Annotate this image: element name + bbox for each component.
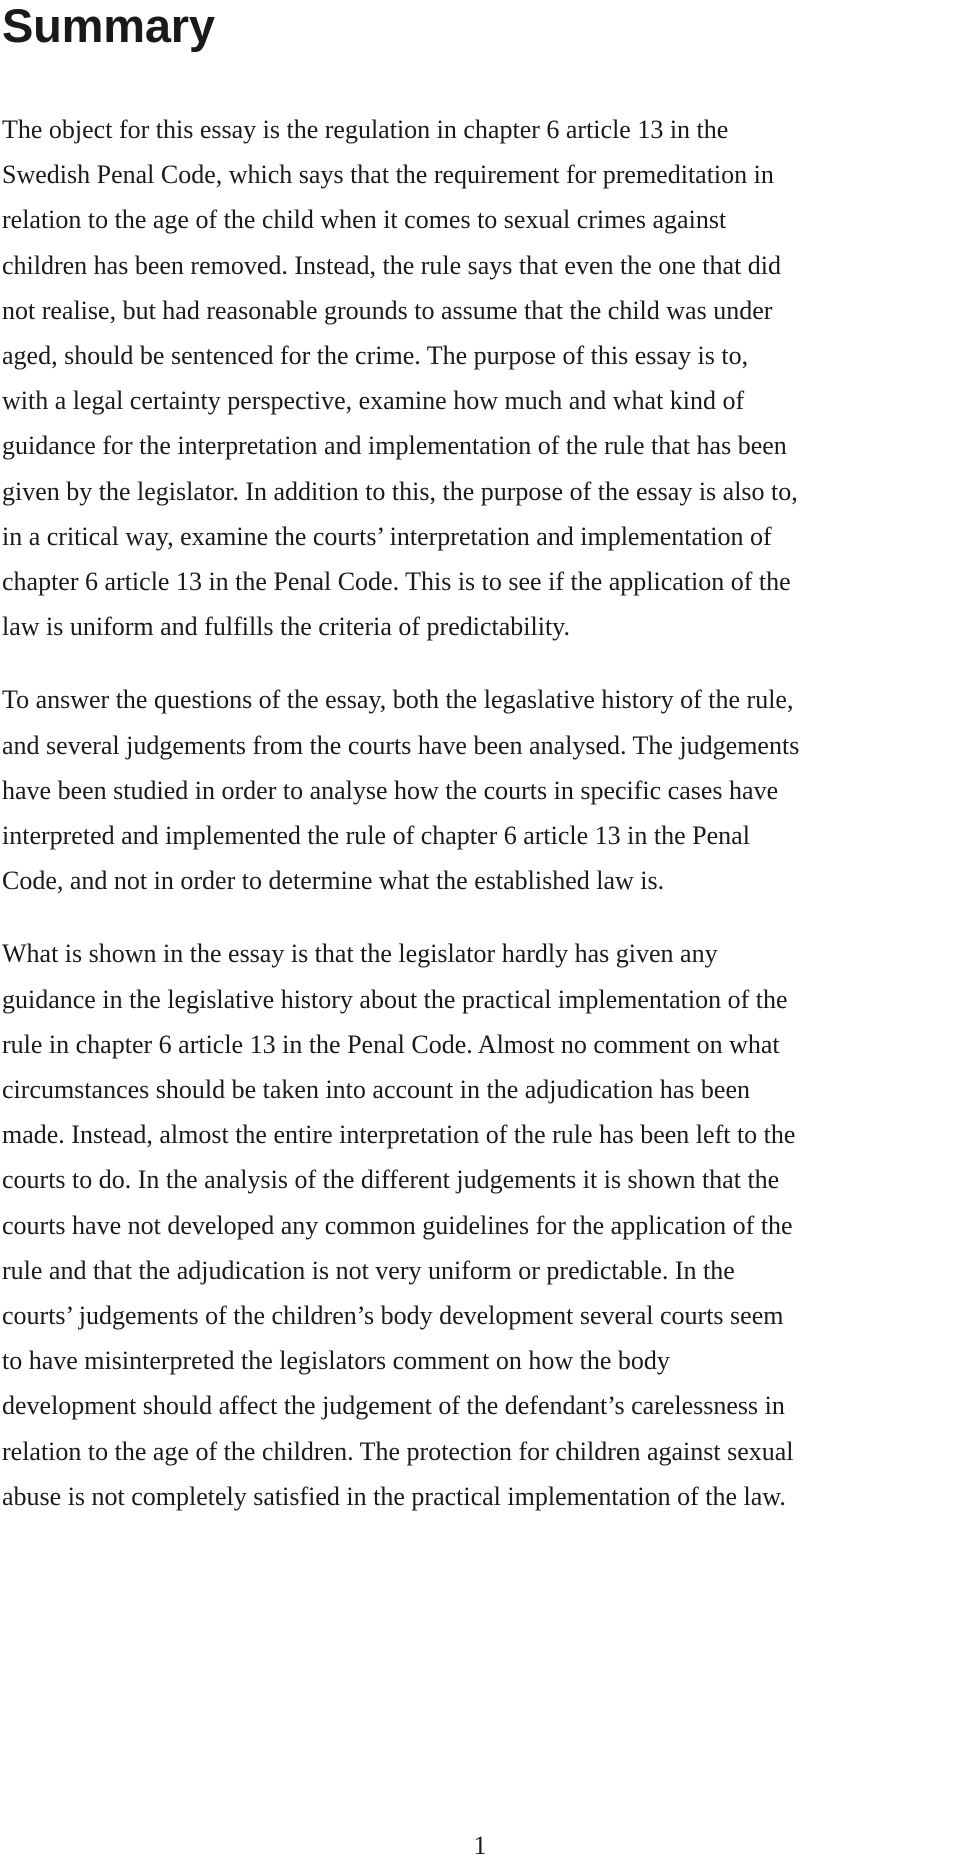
- paragraph-1: [2, 107, 958, 649]
- text-line: rule in chapter 6 article 13 in the Penal Code. Almost no comment on what: [2, 1029, 780, 1059]
- summary-body: [2, 107, 958, 1519]
- text-line: Code, and not in order to determine what the established law is.: [2, 866, 665, 896]
- page-number: 1: [473, 1831, 487, 1860]
- text-line: rule and that the adjudication is not very uniform or predictable. In the: [2, 1255, 735, 1285]
- text-line: The object for this essay is the regulation in chapter 6 article 13 in the: [2, 115, 729, 144]
- paragraph-3: [2, 931, 958, 1519]
- text-line: in a critical way, examine the courts’ interpretation and implementation of: [2, 521, 772, 551]
- text-line: courts’ judgements of the children’s body development several courts seem: [2, 1301, 784, 1331]
- text-line: To answer the questions of the essay, both the legaslative history of the rule,: [2, 685, 794, 715]
- text-line: law is uniform and fulfills the criteria of predictability.: [2, 612, 570, 642]
- text-line: to have misinterpreted the legislators comment on how the body: [2, 1346, 670, 1376]
- text-line: not realise, but had reasonable grounds to assume that the child was under: [2, 295, 773, 325]
- text-line: courts have not developed any common guidelines for the application of the: [2, 1210, 793, 1240]
- text-line: courts to do. In the analysis of the different judgements it is shown that the: [2, 1165, 780, 1195]
- text-line: children has been removed. Instead, the rule says that even the one that did: [2, 250, 782, 280]
- text-line: Swedish Penal Code, which says that the requirement for premeditation in: [2, 160, 774, 190]
- page-title: Summary: [2, 0, 215, 52]
- text-line: guidance for the interpretation and implementation of the rule that has been: [2, 431, 787, 461]
- text-line: interpreted and implemented the rule of chapter 6 article 13 in the Penal: [2, 821, 750, 851]
- text-line: What is shown in the essay is that the legislator hardly has given any: [2, 939, 718, 969]
- paragraph-2: [2, 677, 958, 903]
- text-line: and several judgements from the courts have been analysed. The judgements: [2, 730, 800, 760]
- text-line: with a legal certainty perspective, examine how much and what kind of: [2, 386, 745, 416]
- text-line: chapter 6 article 13 in the Penal Code. This is to see if the application of the: [2, 567, 791, 597]
- text-line: have been studied in order to analyse how the courts in specific cases have: [2, 775, 779, 805]
- text-line: development should affect the judgement of the defendant’s carelessness in: [2, 1391, 785, 1421]
- text-line: abuse is not completely satisfied in the practical implementation of the law.: [2, 1481, 786, 1511]
- text-line: made. Instead, almost the entire interpretation of the rule has been left to the: [2, 1120, 796, 1150]
- text-line: relation to the age of the children. The protection for children against sexual: [2, 1436, 794, 1466]
- text-line: relation to the age of the child when it comes to sexual crimes against: [2, 205, 727, 235]
- text-line: given by the legislator. In addition to this, the purpose of the essay is also to,: [2, 476, 798, 506]
- text-line: aged, should be sentenced for the crime. The purpose of this essay is to,: [2, 341, 749, 371]
- text-line: guidance in the legislative history about the practical implementation of the: [2, 984, 788, 1014]
- text-line: circumstances should be taken into account in the adjudication has been: [2, 1075, 750, 1105]
